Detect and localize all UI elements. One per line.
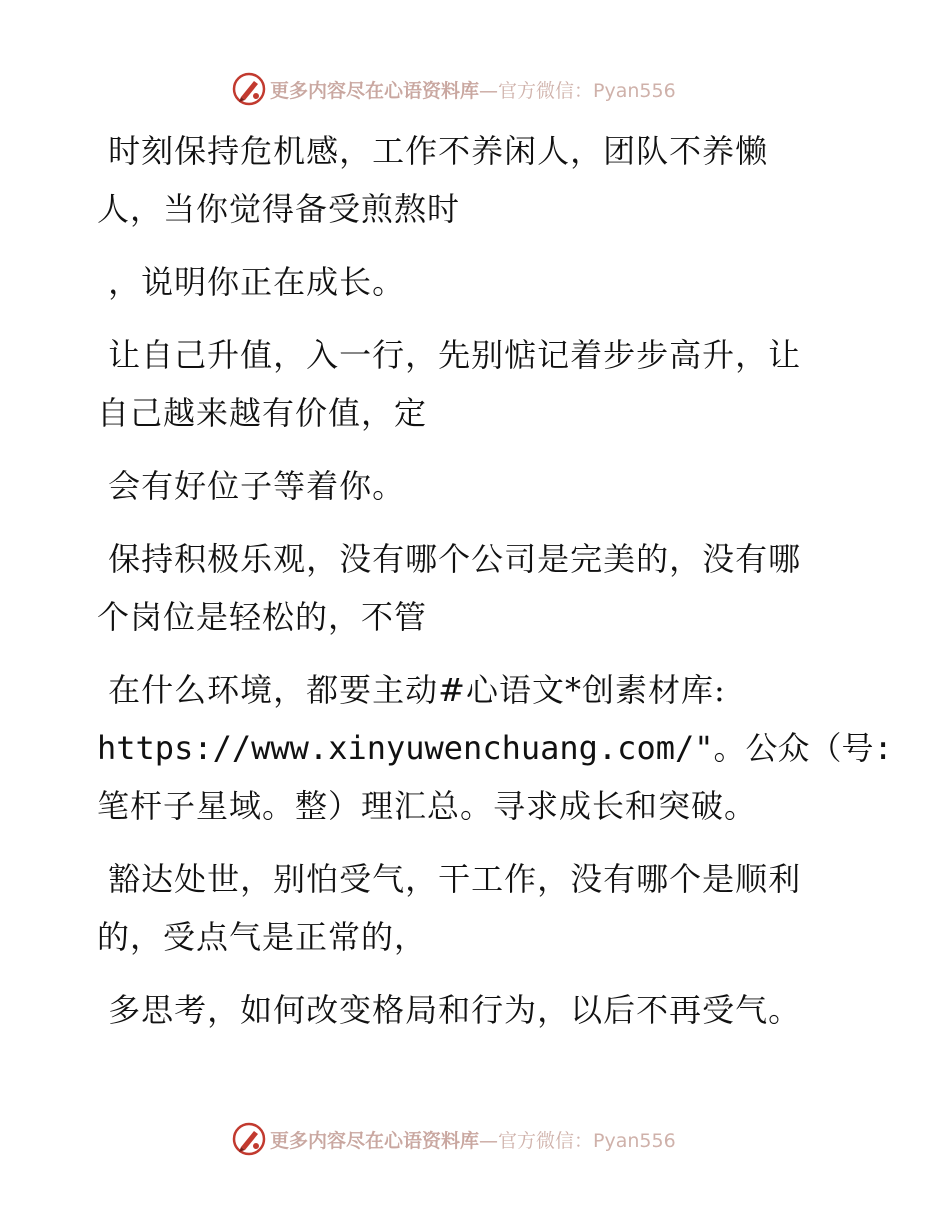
text-line: 的，受点气是正常的，: [97, 918, 428, 956]
paragraph: [97, 530, 857, 646]
paragraph: [97, 457, 857, 515]
paragraph: [97, 326, 857, 442]
banner-wechat-text: 官方微信：Pyan556: [498, 79, 676, 102]
banner-wechat-text: 官方微信：Pyan556: [498, 1129, 676, 1152]
text-line: 人，当你觉得备受煎熬时: [97, 190, 461, 228]
pen-logo-icon: [232, 1122, 266, 1156]
banner-brand-text: 更多内容尽在心语资料库: [270, 79, 480, 102]
banner-separator: —: [479, 79, 499, 102]
paragraph: [97, 253, 857, 311]
pen-logo-icon: [232, 72, 266, 106]
banner-separator: —: [479, 1129, 499, 1152]
text-line: 自己越来越有价值，定: [97, 394, 428, 432]
document-body: [97, 122, 893, 1039]
url-text-line: https://www.xinyuwenchuang.com/"。公众（号:: [97, 729, 893, 767]
banner-brand-text: 更多内容尽在心语资料库: [270, 1129, 480, 1152]
paragraph: [97, 981, 857, 1039]
paragraph: [97, 661, 893, 835]
text-line: 在什么环境，都要主动#心语文*创素材库:: [97, 671, 726, 709]
footer-watermark: [232, 1122, 676, 1156]
text-line: 豁达处世，别怕受气，干工作，没有哪个是顺利: [97, 860, 802, 898]
text-line: 笔杆子星域。整）理汇总。寻求成长和突破。: [97, 787, 758, 825]
footer-watermark-text: [270, 1126, 676, 1153]
text-line: 会有好位子等着你。: [97, 467, 406, 505]
paragraph: [97, 850, 857, 966]
header-watermark: [232, 72, 676, 106]
text-line: 时刻保持危机感，工作不养闲人，团队不养懒: [97, 132, 769, 170]
text-line: ，说明你正在成长。: [97, 263, 406, 301]
text-line: 保持积极乐观，没有哪个公司是完美的，没有哪: [97, 540, 802, 578]
paragraph: [97, 122, 857, 238]
text-line: 多思考，如何改变格局和行为，以后不再受气。: [97, 991, 802, 1029]
text-line: 让自己升值，入一行，先别惦记着步步高升，让: [97, 336, 802, 374]
header-watermark-text: [270, 76, 676, 103]
text-line: 个岗位是轻松的，不管: [97, 598, 428, 636]
